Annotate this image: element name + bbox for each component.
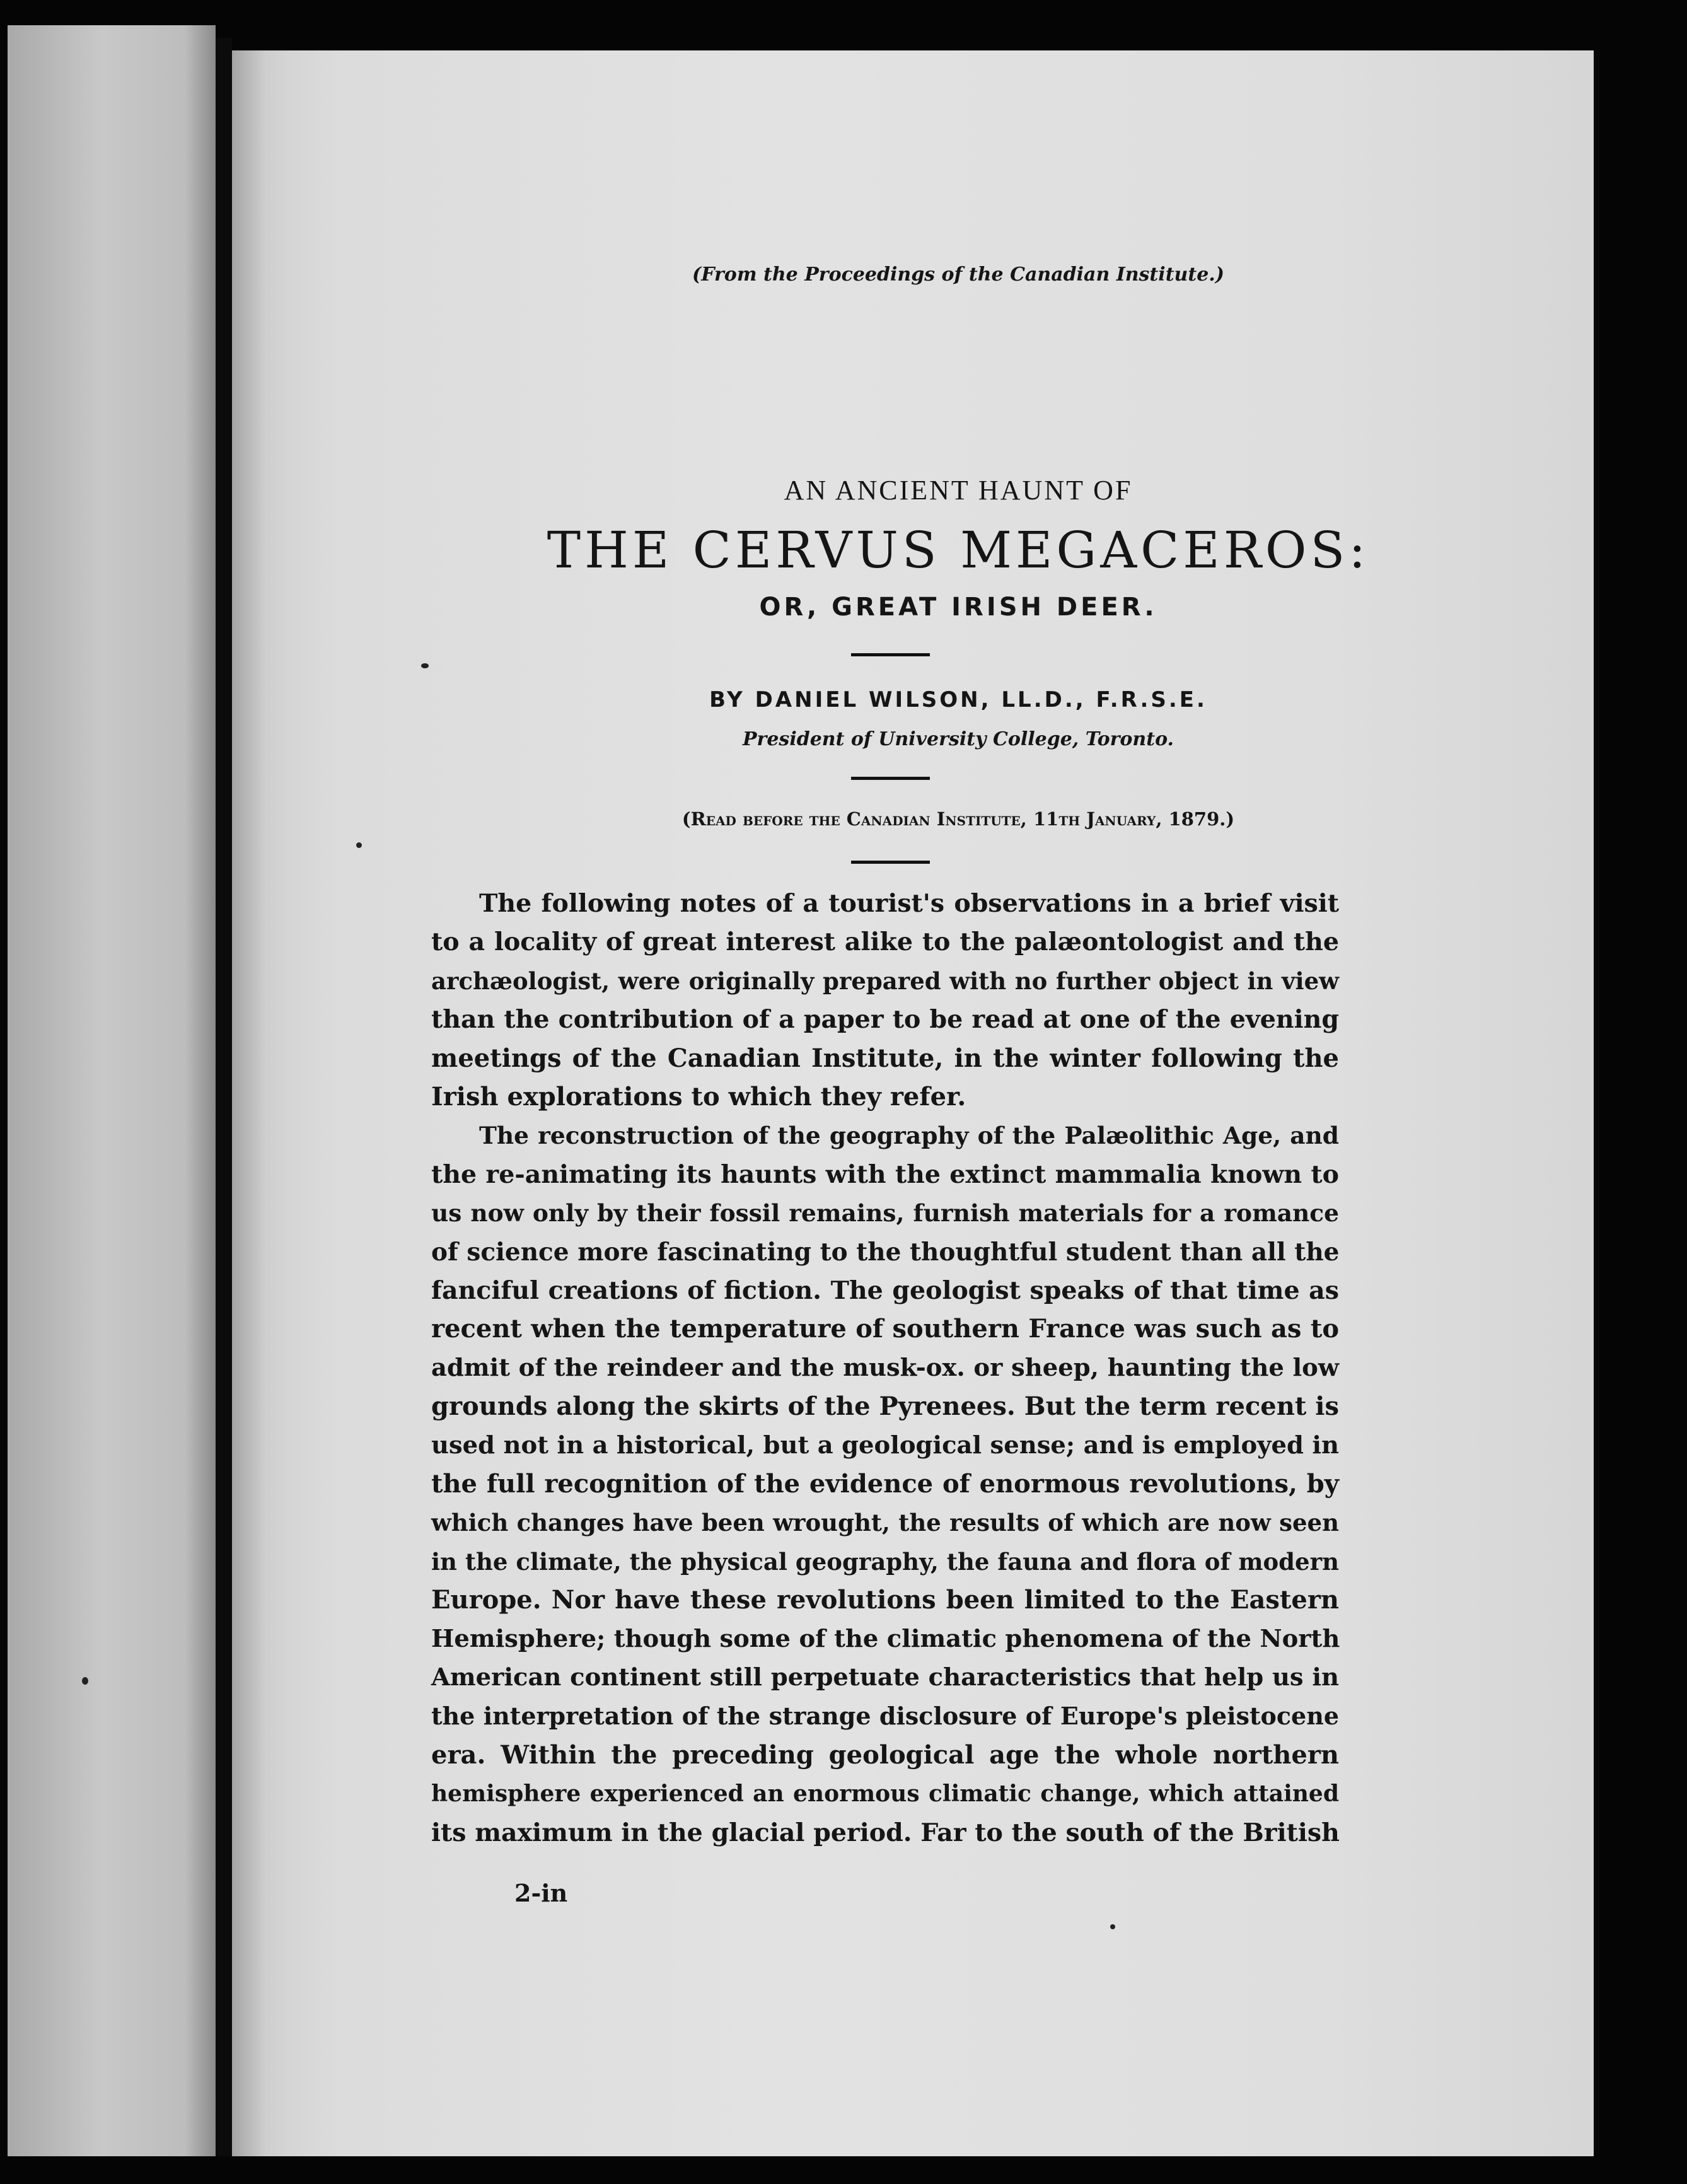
source-note: (From the Proceedings of the Canadian Institute.) bbox=[692, 264, 1224, 286]
body-line: era. Within the preceding geological age the whole northern bbox=[431, 1740, 1339, 1770]
body-line: The following notes of a tourist's observations in a brief visit bbox=[479, 889, 1339, 918]
body-line: recent when the temperature of southern France was such as to bbox=[431, 1314, 1339, 1344]
body-line: used not in a historical, but a geological sense; and is employed in bbox=[431, 1431, 1339, 1460]
body-line: the re-animating its haunts with the extinct mammalia known to bbox=[431, 1160, 1339, 1189]
previous-page-edge bbox=[8, 25, 216, 2156]
separator-rule bbox=[851, 861, 930, 864]
book-gutter bbox=[216, 38, 232, 2156]
body-line: than the contribution of a paper to be read at one of the evening bbox=[431, 1005, 1339, 1034]
body-line: fanciful creations of fiction. The geologist speaks of that time as bbox=[431, 1276, 1339, 1305]
title-prefix: AN ANCIENT HAUNT OF bbox=[784, 475, 1133, 506]
body-line: grounds along the skirts of the Pyrenees. But the term recent is bbox=[431, 1391, 1339, 1421]
body-line: to a locality of great interest alike to the palæontologist and the bbox=[431, 927, 1339, 956]
body-line: which changes have been wrought, the results of which are now seen bbox=[431, 1509, 1339, 1536]
printer-signature-mark: 2-in bbox=[514, 1879, 568, 1907]
main-title: THE CERVUS MEGACEROS: bbox=[547, 521, 1370, 579]
body-line: meetings of the Canadian Institute, in the winter following the bbox=[431, 1043, 1339, 1073]
binding-shadow bbox=[232, 50, 289, 2156]
body-line: the full recognition of the evidence of enormous revolutions, by bbox=[431, 1469, 1339, 1499]
separator-rule bbox=[851, 653, 930, 656]
scan-speck bbox=[1110, 1924, 1115, 1929]
scan-speck bbox=[82, 1677, 88, 1685]
read-date-note: (Read before the Canadian Institute, 11th January, 1879.) bbox=[681, 808, 1235, 830]
body-line: archæologist, were originally prepared with no further object in view bbox=[431, 967, 1339, 995]
body-line: hemisphere experienced an enormous climatic change, which attained bbox=[431, 1780, 1339, 1807]
body-line: Hemisphere; though some of the climatic phenomena of the North bbox=[431, 1625, 1340, 1653]
scan-speck bbox=[356, 842, 362, 848]
subtitle: OR, GREAT IRISH DEER. bbox=[759, 593, 1157, 622]
body-line: admit of the reindeer and the musk-ox. or sheep, haunting the low bbox=[431, 1354, 1339, 1382]
body-line: its maximum in the glacial period. Far to the south of the British bbox=[431, 1818, 1340, 1847]
body-line: the interpretation of the strange disclosure of Europe's pleistocene bbox=[431, 1702, 1339, 1730]
body-line: in the climate, the physical geography, the fauna and flora of modern bbox=[431, 1548, 1339, 1576]
body-line: us now only by their fossil remains, furnish materials for a romance bbox=[431, 1199, 1339, 1227]
body-line: Europe. Nor have these revolutions been limited to the Eastern bbox=[431, 1585, 1339, 1615]
author-byline: BY DANIEL WILSON, LL.D., F.R.S.E. bbox=[709, 687, 1207, 712]
body-line: of science more fascinating to the thoughtful student than all the bbox=[431, 1238, 1340, 1267]
body-line: Irish explorations to which they refer. bbox=[431, 1082, 966, 1112]
author-affiliation: President of University College, Toronto. bbox=[742, 728, 1174, 750]
body-line: American continent still perpetuate characteristics that help us in bbox=[431, 1663, 1339, 1692]
separator-rule bbox=[851, 777, 930, 780]
scan-speck bbox=[421, 663, 429, 668]
body-line: The reconstruction of the geography of the Palæolithic Age, and bbox=[479, 1122, 1339, 1149]
